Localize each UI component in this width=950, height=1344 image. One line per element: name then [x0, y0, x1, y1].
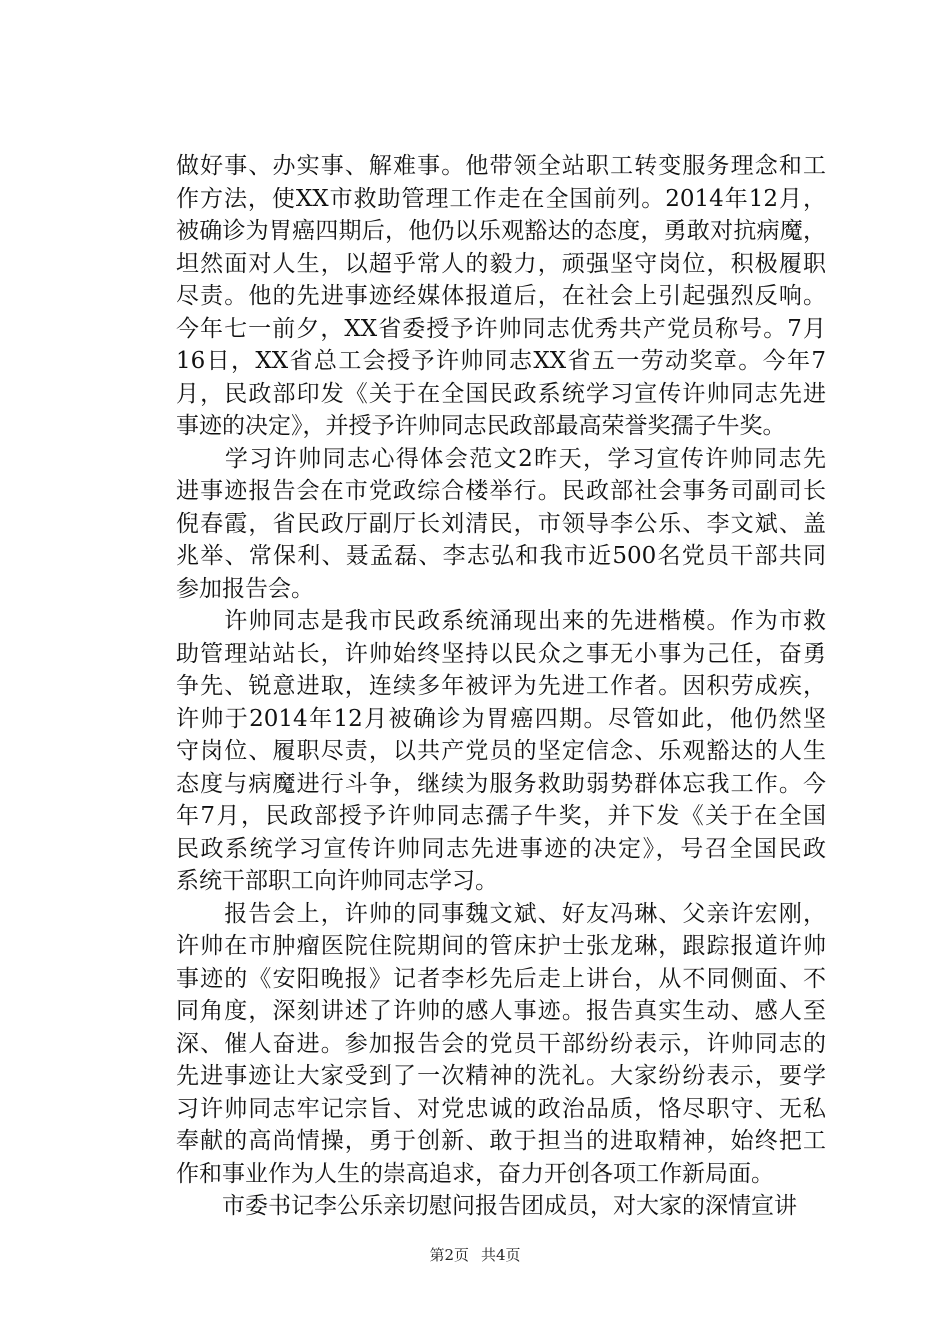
- text-line: 进事迹报告会在市党政综合楼举行。民政部社会事务司副司长: [176, 478, 826, 504]
- text-line: 同角度，深刻讲述了许帅的感人事迹。报告真实生动、感人至: [176, 998, 826, 1024]
- document-body: [176, 150, 826, 1223]
- text-line: 学习许帅同志心得体会范文2昨天，学习宣传许帅同志先: [176, 445, 826, 472]
- text-line: 民政系统学习宣传许帅同志先进事迹的决定》，号召全国民政: [176, 835, 826, 862]
- text-line: 年7月，民政部授予许帅同志孺子牛奖，并下发《关于在全国: [176, 803, 826, 829]
- text-line: 守岗位、履职尽责，以共产党员的坚定信念、乐观豁达的人生: [176, 738, 826, 764]
- text-line: 倪春霞，省民政厅副厅长刘清民，市领导李公乐、李文斌、盖: [176, 510, 826, 537]
- text-line: 深、催人奋进。参加报告会的党员干部纷纷表示，许帅同志的: [176, 1030, 826, 1057]
- text-line: 奉献的高尚情操，勇于创新、敢于担当的进取精神，始终把工: [176, 1128, 826, 1154]
- text-line: 参加报告会。: [176, 575, 314, 602]
- text-line: 做好事、办实事、解难事。他带领全站职工转变服务理念和工: [176, 153, 826, 179]
- text-line: 许帅在市肿瘤医院住院期间的管床护士张龙琳，跟踪报道许帅: [176, 933, 826, 959]
- text-line: 系统干部职工向许帅同志学习。: [176, 868, 498, 894]
- text-line: 许帅同志是我市民政系统涌现出来的先进楷模。作为市救: [176, 608, 826, 634]
- text-line: 争先、锐意进取，连续多年被评为先进工作者。因积劳成疾，: [176, 673, 826, 699]
- text-line: 今年七一前夕，XX省委授予许帅同志优秀共产党员称号。7月: [176, 315, 826, 342]
- page-footer: [0, 1244, 950, 1265]
- text-line: 先进事迹让大家受到了一次精神的洗礼。大家纷纷表示，要学: [176, 1063, 826, 1089]
- text-line: 月，民政部印发《关于在全国民政系统学习宣传许帅同志先进: [176, 380, 826, 407]
- page-total: 共4页: [481, 1246, 521, 1264]
- text-line: 被确诊为胃癌四期后，他仍以乐观豁达的态度，勇敢对抗病魔，: [176, 218, 826, 244]
- text-line: 报告会上，许帅的同事魏文斌、好友冯琳、父亲许宏刚，: [176, 900, 826, 927]
- text-line: 作方法，使XX市救助管理工作走在全国前列。2014年12月，: [176, 185, 826, 212]
- text-line: 16日，XX省总工会授予许帅同志XX省五一劳动奖章。今年7: [176, 348, 826, 374]
- text-line: 态度与病魔进行斗争，继续为服务救助弱势群体忘我工作。今: [176, 770, 826, 797]
- text-line: 作和事业作为人生的崇高追求，奋力开创各项工作新局面。: [176, 1160, 774, 1187]
- text-line: 助管理站站长，许帅始终坚持以民众之事无小事为己任，奋勇: [176, 640, 826, 667]
- text-line: 事迹的《安阳晚报》记者李杉先后走上讲台，从不同侧面、不: [176, 965, 826, 992]
- text-line: 坦然面对人生，以超乎常人的毅力，顽强坚守岗位，积极履职: [176, 250, 826, 277]
- text-line: 习许帅同志牢记宗旨、对党忠诚的政治品质，恪尽职守、无私: [176, 1095, 826, 1122]
- text-line: 兆举、常保利、聂孟磊、李志弘和我市近500名党员干部共同: [176, 543, 826, 569]
- text-line: 尽责。他的先进事迹经媒体报道后，在社会上引起强烈反响。: [176, 283, 826, 309]
- text-line: 市委书记李公乐亲切慰问报告团成员，对大家的深情宣讲: [176, 1193, 797, 1219]
- text-line: 事迹的决定》，并授予许帅同志民政部最高荣誉奖孺子牛奖。: [176, 413, 786, 439]
- text-line: 许帅于2014年12月被确诊为胃癌四期。尽管如此，他仍然坚: [176, 705, 826, 732]
- page-number: 第2页: [429, 1246, 469, 1264]
